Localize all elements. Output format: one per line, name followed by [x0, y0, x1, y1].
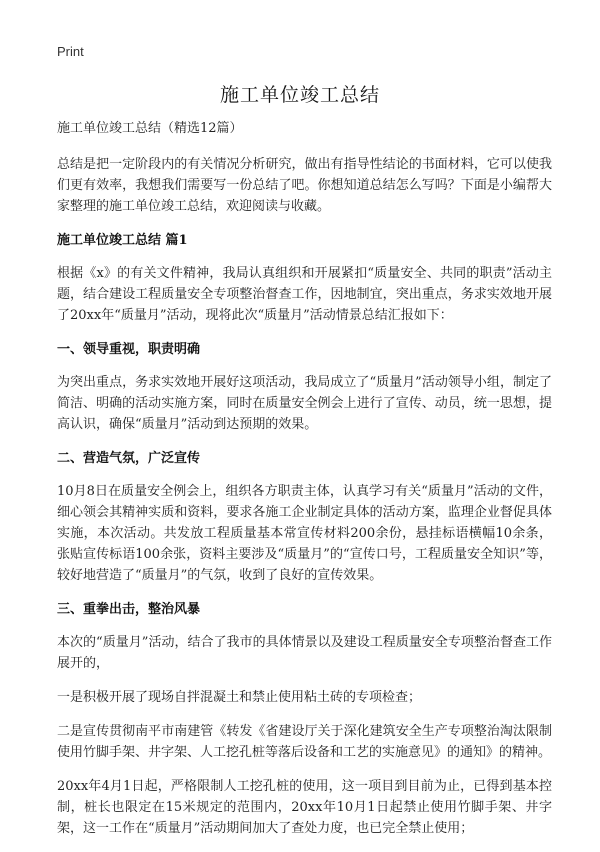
section3-paragraph-3: 二是宣传贯彻南平市南建管《转发《省建设厅关于深化建筑安全生产专项整治淘汰限制使用竹脚手架、井字架、人工挖孔桩等落后设备和工艺的实施意见》的通知》的精神。: [57, 724, 552, 760]
section1-paragraph: 为突出重点，务求实效地开展好这项活动，我局成立了“质量月”活动领导小组，制定了简洁、明确的活动实施方案，同时在质量安全例会上进行了宣传、动员，统一思想，提高认识，确保“质量月”活动到达预期的效果。: [57, 375, 552, 432]
section3-paragraph-2: 一是积极开展了现场自拌混凝土和禁止使用粘土砖的专项检查；: [57, 690, 422, 705]
section3-paragraph-4: 20xx年4月1日起，严格限制人工挖孔桩的使用，这一项目到目前为止，已得到基本控制，桩长也限定在15米规定的范围内，20xx年10月1日起禁止使用竹脚手架、井字架，这一工作在“质量月”活动期间加大了查处力度，也已完全禁止使用；: [57, 779, 552, 836]
article-heading: 施工单位竣工总结 篇1: [57, 233, 188, 248]
document-body: [57, 118, 552, 852]
page-title: 施工单位竣工总结: [219, 84, 380, 106]
document-subtitle: 施工单位竣工总结（精选12篇）: [57, 121, 243, 136]
section2-heading: 二、营造气氛，广泛宣传: [57, 451, 201, 466]
section3-heading: 三、重拳出击，整治风暴: [57, 602, 201, 617]
section2-paragraph: 10月8日在质量安全例会上，组织各方职责主体，认真学习有关“质量月”活动的文件，细心领会其精神实质和资料，要求各施工企业制定具体的活动方案，监理企业督促具体实施，本次活动。共发放工程质量基本常宣传材料200余份，悬挂标语横幅10余条，张贴宣传标语100余张，资料主要涉及“质量月”的“宣传口号，工程质量安全知识”等，较好地营造了“质量月”的气氛，收到了良好的宣传效果。: [57, 484, 552, 583]
section1-heading: 一、领导重视，职责明确: [57, 342, 201, 357]
intro-paragraph: 总结是把一定阶段内的有关情况分析研究，做出有指导性结论的书面材料，它可以使我们更有效率，我想我们需要写一份总结了吧。你想知道总结怎么写吗？下面是小编帮大家整理的施工单位竣工总结，欢迎阅读与收藏。: [57, 157, 552, 214]
print-link[interactable]: Print: [57, 44, 84, 59]
opening-paragraph: 根据《x》的有关文件精神，我局认真组织和开展紧扣“质量安全、共同的职责”活动主题，结合建设工程质量安全专项整治督查工作，因地制宜，突出重点，务求实效地开展了20xx年“质量月”活动，现将此次“质量月”活动情景总结汇报如下：: [57, 266, 552, 323]
section3-paragraph-1: 本次的“质量月”活动，结合了我市的具体情景以及建设工程质量安全专项整治督查工作展开的，: [57, 635, 552, 671]
